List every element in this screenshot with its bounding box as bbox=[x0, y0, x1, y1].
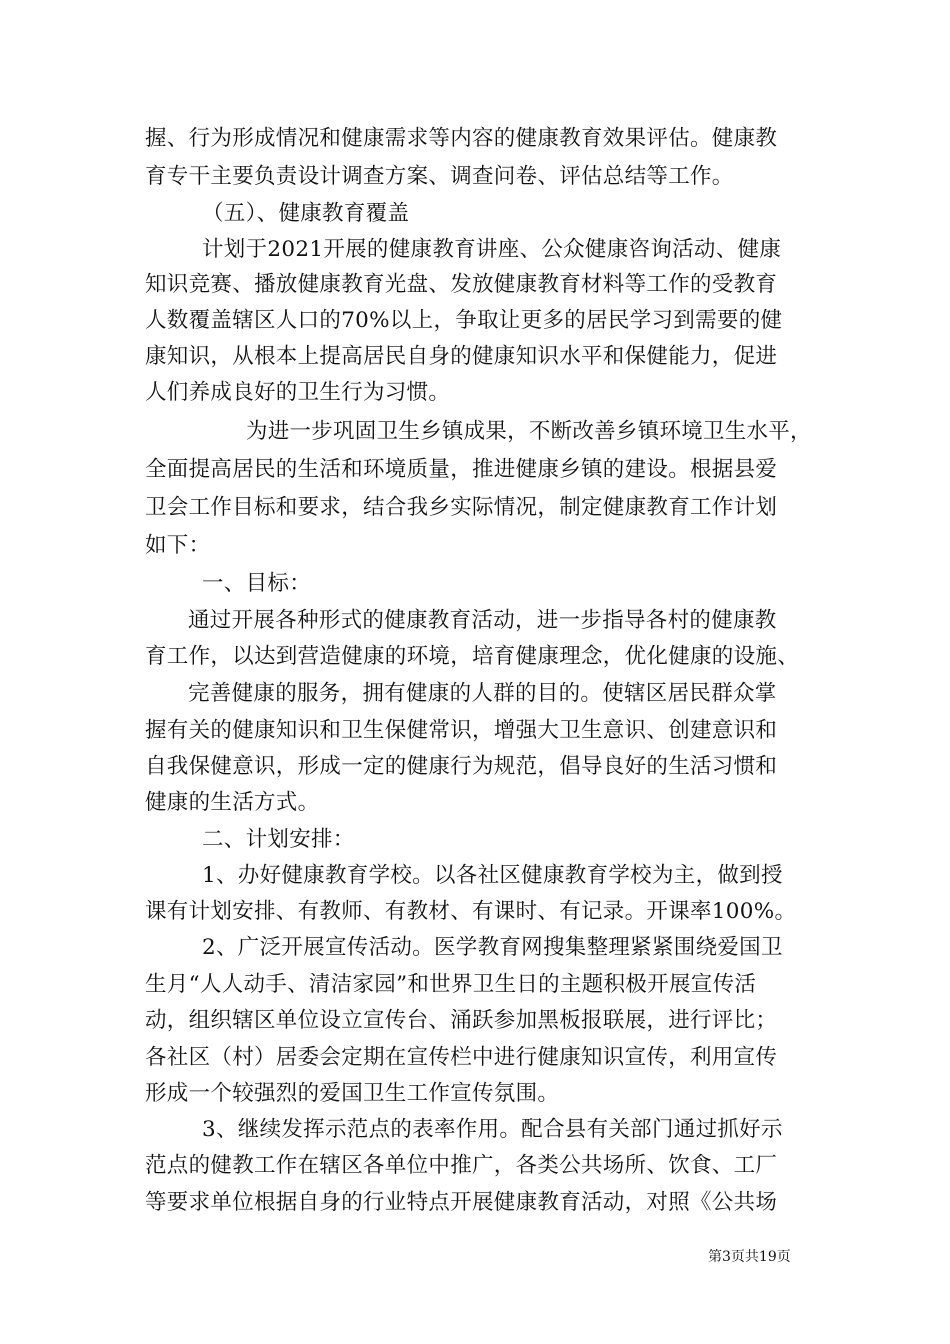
text-line: 握有关的健康知识和卫生保健常识，增强大卫生意识、创建意识和 bbox=[145, 718, 778, 743]
text-line: 人数覆盖辖区人口的70%以上，争取让更多的居民学习到需要的健 bbox=[145, 308, 783, 333]
text-line: 形成一个较强烈的爱国卫生工作宣传氛围。 bbox=[145, 1081, 560, 1106]
text-line: 各社区（村）居委会定期在宣传栏中进行健康知识宣传，利用宣传 bbox=[145, 1045, 778, 1070]
page-number-footer: 第3页共19页 bbox=[708, 1249, 791, 1265]
text-line: 如下： bbox=[145, 533, 211, 558]
text-line: 等要求单位根据自身的行业特点开展健康教育活动，对照《公共场 bbox=[145, 1190, 778, 1215]
text-line: 2、广泛开展宣传活动。医学教育网搜集整理紧紧围绕爱国卫 bbox=[202, 935, 783, 960]
text-line: 3、继续发挥示范点的表率作用。配合县有关部门通过抓好示 bbox=[202, 1117, 783, 1142]
text-line: 范点的健教工作在辖区各单位中推广，各类公共场所、饮食、工厂 bbox=[145, 1153, 778, 1178]
section-heading: （五）、健康教育覆盖 bbox=[202, 201, 410, 226]
text-line: 卫会工作目标和要求，结合我乡实际情况，制定健康教育工作计划 bbox=[145, 495, 778, 520]
text-line: 计划于2021开展的健康教育讲座、公众健康咨询活动、健康 bbox=[202, 237, 782, 262]
text-line: 健康的生活方式。 bbox=[145, 790, 320, 815]
text-line: 握、行为形成情况和健康需求等内容的健康教育效果评估。健康教 bbox=[145, 126, 778, 151]
text-line: 1、办好健康教育学校。以各社区健康教育学校为主，做到授 bbox=[202, 863, 783, 888]
text-line: 生月“人人动手、清洁家园”和世界卫生日的主题积极开展宣传活 bbox=[145, 972, 757, 997]
text-line: 育专干主要负责设计调查方案、调查问卷、评估总结等工作。 bbox=[145, 164, 734, 189]
text-line: 完善健康的服务，拥有健康的人群的目的。使辖区居民群众掌 bbox=[188, 681, 777, 706]
text-line: 人们养成良好的卫生行为习惯。 bbox=[145, 380, 451, 405]
section-heading: 一、目标： bbox=[202, 571, 312, 596]
text-line: 课有计划安排、有教师、有教材、有课时、有记录。开课率100%。 bbox=[145, 899, 797, 924]
text-line: 康知识，从根本上提高居民自身的健康知识水平和保健能力，促进 bbox=[145, 344, 778, 369]
text-line: 通过开展各种形式的健康教育活动，进一步指导各村的健康教 bbox=[188, 608, 777, 633]
text-line: 知识竞赛、播放健康教育光盘、发放健康教育材料等工作的受教育 bbox=[145, 272, 778, 297]
text-line: 自我保健意识，形成一定的健康行为规范，倡导良好的生活习惯和 bbox=[145, 754, 778, 779]
text-line: 动，组织辖区单位设立宣传台、涌跃参加黑板报联展，进行评比； bbox=[145, 1008, 778, 1033]
text-line: 为进一步巩固卫生乡镇成果，不断改善乡镇环境卫生水平， bbox=[246, 419, 812, 444]
section-heading: 二、计划安排： bbox=[202, 827, 355, 852]
text-line: 育工作，以达到营造健康的环境，培育健康理念，优化健康的设施、 bbox=[145, 644, 800, 669]
text-line: 全面提高居民的生活和环境质量，推进健康乡镇的建设。根据县爱 bbox=[145, 457, 778, 482]
